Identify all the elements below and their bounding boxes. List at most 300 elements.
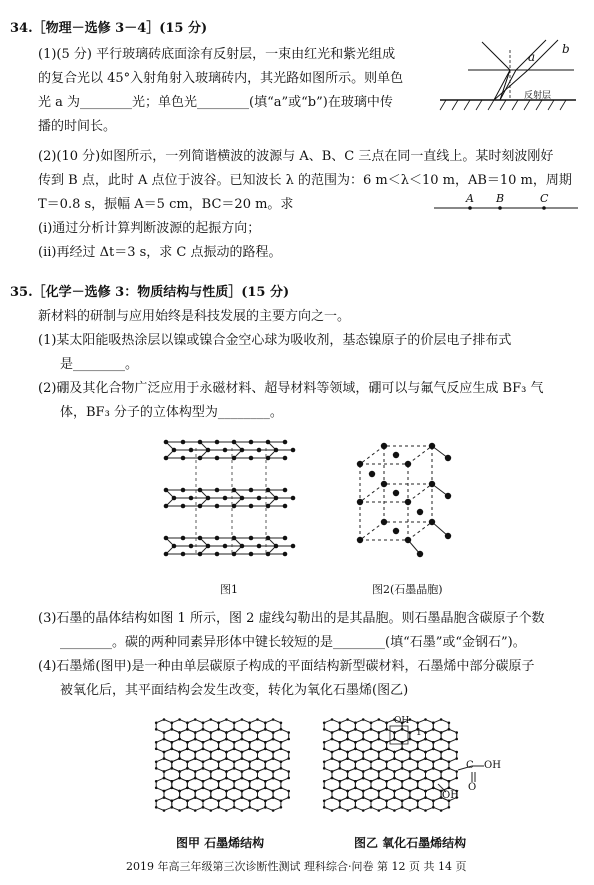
carbon-atom (264, 806, 267, 809)
carbon-atom (178, 770, 181, 773)
carbon-atom (362, 770, 365, 773)
carbon-atom (448, 787, 451, 790)
carbon-atom (393, 770, 396, 773)
light-label-b: b (562, 42, 570, 56)
carbon-atom (287, 777, 290, 780)
carbon-atom (378, 790, 381, 793)
carbon-atom (171, 806, 174, 809)
carbon-atom (455, 751, 458, 754)
carbon-atom (164, 552, 169, 557)
carbon-atom (429, 481, 435, 487)
cooh-oh-label: OH (484, 760, 501, 771)
carbon-atom (429, 443, 435, 449)
carbon-atom (385, 780, 388, 783)
carbon-atom (241, 809, 244, 812)
carbon-atom (287, 751, 290, 754)
figA-caption: 图甲 石墨烯结构 (176, 836, 265, 850)
carbon-atom (445, 493, 451, 499)
carbon-atom (202, 800, 205, 803)
carbon-atom (385, 767, 388, 770)
carbon-atom (264, 728, 267, 731)
carbon-atom (401, 761, 404, 764)
cooh-c-label: C (466, 760, 474, 771)
carbon-atom (432, 800, 435, 803)
carbon-atom (287, 790, 290, 793)
carbon-atom (189, 496, 194, 501)
hexagon-ring (219, 798, 235, 811)
carbon-atom (280, 761, 283, 764)
carbon-atom (164, 488, 169, 493)
carbon-atom (225, 796, 228, 799)
carbon-atom (264, 800, 267, 803)
carbon-atom (378, 809, 381, 812)
q35-p2-line2: 体，BF₃ 分子的立体构型为________。 (60, 405, 283, 420)
carbon-atom (217, 780, 220, 783)
carbon-atom (233, 722, 236, 725)
carbon-atom (202, 728, 205, 731)
carbon-atom (210, 751, 213, 754)
carbon-atom (393, 790, 396, 793)
cell-edge (408, 522, 432, 540)
carbon-atom (339, 767, 342, 770)
carbon-atom (331, 770, 334, 773)
carbon-atom (215, 504, 220, 509)
light-path-figure (438, 38, 578, 120)
carbon-atom (339, 806, 342, 809)
carbon-atom (280, 806, 283, 809)
carbon-atom (283, 504, 288, 509)
carbon-atom (198, 440, 203, 445)
carbon-atom (424, 777, 427, 780)
carbon-atom (172, 544, 177, 549)
carbon-atom (248, 767, 251, 770)
carbon-atom (448, 728, 451, 731)
carbon-atom (257, 496, 262, 501)
cooh-o-label: O (468, 782, 477, 793)
carbon-atom (405, 461, 411, 467)
hexagon-ring (250, 798, 266, 811)
carbon-atom (346, 809, 349, 812)
carbon-atom (354, 787, 357, 790)
carbon-atom (155, 800, 158, 803)
carbon-atom (217, 722, 220, 725)
carbon-atom (194, 796, 197, 799)
carbon-atom (323, 767, 326, 770)
carbon-atom (240, 448, 245, 453)
carbon-atom (362, 777, 365, 780)
carbon-atom (272, 731, 275, 734)
carbon-atom (210, 731, 213, 734)
q34-p2-line5: (ⅱ)再经过 Δt＝3 s，求 C 点振动的路程。 (38, 245, 282, 260)
abc-line-figure (432, 192, 580, 216)
carbon-atom (378, 738, 381, 741)
hexagon-ring (172, 798, 188, 811)
carbon-atom (346, 757, 349, 760)
carbon-atom (331, 731, 334, 734)
carbon-atom (225, 809, 228, 812)
carbon-atom (409, 738, 412, 741)
carbon-atom (354, 741, 357, 744)
carbon-atom (331, 757, 334, 760)
carbon-atom (440, 757, 443, 760)
carbon-atom (217, 748, 220, 751)
carbon-atom (202, 748, 205, 751)
q34-p1-line1: (1)(5 分) 平行玻璃砖底面涂有反射层，一束由红光和紫光组成 (38, 47, 396, 62)
carbon-atom (272, 777, 275, 780)
carbon-atom (409, 796, 412, 799)
carbon-atom (354, 722, 357, 725)
carbon-atom (455, 738, 458, 741)
carbon-atom (393, 777, 396, 780)
carbon-atom (249, 504, 254, 509)
carbon-atom (202, 787, 205, 790)
carbon-atom (155, 748, 158, 751)
carbon-atom (440, 718, 443, 721)
carbon-atom (233, 728, 236, 731)
carbon-atom (186, 728, 189, 731)
carbon-atom (378, 770, 381, 773)
carbon-atom (448, 722, 451, 725)
point-b-label: B (496, 192, 505, 205)
carbon-atom (362, 757, 365, 760)
carbon-atom (164, 440, 169, 445)
hexagon-ring (340, 798, 356, 811)
carbon-atom (186, 806, 189, 809)
carbon-atom (248, 761, 251, 764)
carbon-atom (401, 800, 404, 803)
carbon-atom (357, 537, 363, 543)
carbon-atom (178, 809, 181, 812)
carbon-atom (393, 809, 396, 812)
carbon-atom (378, 757, 381, 760)
carbon-atom (171, 728, 174, 731)
carbon-atom (248, 748, 251, 751)
carbon-atom (186, 780, 189, 783)
carbon-atom (362, 751, 365, 754)
carbon-atom (186, 800, 189, 803)
carbon-atom (409, 757, 412, 760)
carbon-atom (323, 748, 326, 751)
q35-p3-line2: ________。碳的两种同素异形体中键长较短的是________(填“石墨”或“金钢石”)。 (60, 635, 526, 650)
carbon-atom (178, 738, 181, 741)
q35-header: 35.［化学－选修 3：物质结构与性质］(15 分) (10, 285, 290, 300)
carbon-atom (409, 770, 412, 773)
carbon-atom (409, 790, 412, 793)
carbon-atom (248, 787, 251, 790)
carbon-atom (393, 490, 399, 496)
carbon-atom (385, 806, 388, 809)
carbon-atom (178, 796, 181, 799)
carbon-atom (448, 767, 451, 770)
carbon-atom (217, 806, 220, 809)
carbon-atom (257, 544, 262, 549)
carbon-atom (202, 761, 205, 764)
carbon-atom (186, 761, 189, 764)
carbon-atom (280, 728, 283, 731)
carbon-atom (401, 741, 404, 744)
oh-label-1: OH (394, 716, 410, 726)
carbon-atom (445, 533, 451, 539)
carbon-atom (163, 738, 166, 741)
carbon-atom (194, 718, 197, 721)
carbon-atom (264, 787, 267, 790)
carbon-atom (210, 718, 213, 721)
carbon-atom (194, 731, 197, 734)
carbon-atom (370, 748, 373, 751)
cell-edge (360, 522, 384, 540)
carbon-atom (249, 536, 254, 541)
carbon-atom (163, 731, 166, 734)
carbon-atom (354, 767, 357, 770)
carbon-atom (424, 770, 427, 773)
carbon-atom (416, 741, 419, 744)
carbon-atom (210, 790, 213, 793)
carbon-atom (378, 718, 381, 721)
carbon-atom (186, 767, 189, 770)
carbon-atom (346, 738, 349, 741)
carbon-atom (339, 780, 342, 783)
carbon-atom (217, 767, 220, 770)
carbon-atom (256, 777, 259, 780)
carbon-atom (323, 741, 326, 744)
carbon-atom (339, 761, 342, 764)
carbon-atom (264, 722, 267, 725)
carbon-atom (163, 770, 166, 773)
carbon-atom (357, 461, 363, 467)
carbon-atom (405, 499, 411, 505)
carbon-atom (393, 751, 396, 754)
carbon-atom (198, 536, 203, 541)
carbon-atom (280, 741, 283, 744)
carbon-atom (280, 767, 283, 770)
carbon-atom (225, 738, 228, 741)
carbon-atom (172, 496, 177, 501)
carbon-atom (385, 787, 388, 790)
carbon-atom (323, 800, 326, 803)
carbon-atom (225, 718, 228, 721)
carbon-atom (354, 728, 357, 731)
carbon-atom (163, 718, 166, 721)
carbon-atom (274, 544, 279, 549)
carbon-atom (241, 796, 244, 799)
carbon-atom (186, 722, 189, 725)
carbon-atom (455, 777, 458, 780)
carbon-atom (385, 741, 388, 744)
hexagon-ring (387, 798, 403, 811)
carbon-atom (378, 731, 381, 734)
carbon-atom (155, 787, 158, 790)
carbon-atom (163, 757, 166, 760)
carbon-atom (206, 544, 211, 549)
carbon-atom (393, 452, 399, 458)
carbon-atom (181, 456, 186, 461)
carbon-atom (385, 728, 388, 731)
carbon-atom (440, 751, 443, 754)
carbon-atom (164, 536, 169, 541)
fig2-caption: 图2(石墨晶胞) (372, 583, 443, 596)
carbon-atom (178, 790, 181, 793)
q34-p2-line1: (2)(10 分)如图所示，一列简谐横波的波源与 A、B、C 三点在同一直线上。某时刻波刚好 (38, 149, 554, 164)
carbon-atom (429, 519, 435, 525)
carbon-atom (378, 796, 381, 799)
carbon-atom (283, 488, 288, 493)
cell-edge (360, 446, 384, 464)
reflective-layer-label: 反射层 (524, 91, 552, 101)
q35-p3-line1: (3)石墨的晶体结构如图 1 所示，图 2 虚线勾勒出的是其晶胞。则石墨晶胞含碳原子个数 (38, 611, 545, 626)
carbon-atom (194, 757, 197, 760)
carbon-atom (385, 761, 388, 764)
carbon-atom (233, 787, 236, 790)
carbon-atom (424, 718, 427, 721)
carbon-atom (210, 757, 213, 760)
carbon-atom (432, 722, 435, 725)
carbon-atom (264, 748, 267, 751)
carbon-atom (248, 780, 251, 783)
carbon-atom (381, 443, 387, 449)
cell-edge (408, 446, 432, 464)
carbon-atom (223, 496, 228, 501)
carbon-atom (210, 777, 213, 780)
carbon-atom (283, 552, 288, 557)
carbon-atom (272, 796, 275, 799)
carbon-atom (225, 770, 228, 773)
carbon-atom (280, 787, 283, 790)
carbon-atom (416, 806, 419, 809)
hexagon-ring (418, 798, 434, 811)
carbon-atom (164, 504, 169, 509)
carbon-atom (233, 767, 236, 770)
carbon-atom (164, 456, 169, 461)
carbon-atom (198, 504, 203, 509)
carbon-atom (189, 544, 194, 549)
graphite-layers-figure (156, 432, 306, 577)
carbon-atom (241, 718, 244, 721)
light-label-a: a (528, 50, 536, 64)
carbon-atom (354, 761, 357, 764)
carbon-atom (264, 780, 267, 783)
q35-p1-line2: 是________。 (60, 357, 139, 372)
carbon-atom (287, 770, 290, 773)
carbon-atom (381, 481, 387, 487)
carbon-atom (440, 731, 443, 734)
carbon-atom (331, 796, 334, 799)
carbon-atom (215, 440, 220, 445)
carbon-atom (339, 741, 342, 744)
carbon-atom (362, 738, 365, 741)
carbon-atom (163, 790, 166, 793)
carbon-atom (178, 757, 181, 760)
carbon-atom (248, 741, 251, 744)
carbon-atom (405, 537, 411, 543)
page-footer: 2019 年高三年级第三次诊断性测试 理科综合·问卷 第 12 页 共 14 页 (126, 860, 467, 873)
carbon-atom (202, 780, 205, 783)
carbon-atom (448, 806, 451, 809)
carbon-atom (215, 536, 220, 541)
carbon-atom (241, 777, 244, 780)
carbon-atom (455, 731, 458, 734)
carbon-atom (448, 741, 451, 744)
carbon-atom (249, 552, 254, 557)
carbon-atom (241, 757, 244, 760)
oh-label-2: OH (442, 790, 459, 801)
carbon-atom (194, 777, 197, 780)
carbon-atom (264, 767, 267, 770)
carbon-atom (401, 787, 404, 790)
carbon-atom (249, 488, 254, 493)
carbon-atom (233, 780, 236, 783)
carbon-atom (155, 806, 158, 809)
carbon-atom (181, 440, 186, 445)
cell-edge (360, 484, 384, 502)
carbon-atom (206, 448, 211, 453)
carbon-atom (432, 728, 435, 731)
carbon-atom (256, 738, 259, 741)
carbon-atom (240, 496, 245, 501)
carbon-atom (354, 780, 357, 783)
hexagon-ring (402, 798, 418, 811)
carbon-atom (215, 552, 220, 557)
carbon-atom (401, 780, 404, 783)
carbon-atom (323, 761, 326, 764)
carbon-atom (346, 777, 349, 780)
cell-edge (408, 484, 432, 502)
carbon-atom (194, 770, 197, 773)
carbon-atom (256, 770, 259, 773)
carbon-atom (256, 731, 259, 734)
carbon-atom (241, 790, 244, 793)
carbon-atom (448, 780, 451, 783)
carbon-atom (339, 722, 342, 725)
carbon-atom (155, 780, 158, 783)
fig1-caption: 图1 (220, 583, 238, 596)
carbon-atom (280, 780, 283, 783)
carbon-atom (287, 738, 290, 741)
carbon-atom (155, 722, 158, 725)
carbon-atom (346, 731, 349, 734)
carbon-atom (354, 806, 357, 809)
carbon-atom (370, 780, 373, 783)
carbon-atom (354, 800, 357, 803)
carbon-atom (280, 748, 283, 751)
carbon-atom (346, 796, 349, 799)
carbon-atom (424, 757, 427, 760)
carbon-atom (440, 738, 443, 741)
carbon-atom (194, 738, 197, 741)
carbon-atom (432, 780, 435, 783)
graphene-oxide-figure (318, 712, 510, 816)
carbon-atom (186, 748, 189, 751)
carbon-atom (339, 728, 342, 731)
carbon-atom (354, 748, 357, 751)
carbon-atom (215, 456, 220, 461)
carbon-atom (198, 488, 203, 493)
carbon-atom (455, 757, 458, 760)
carbon-atom (248, 722, 251, 725)
figB-caption: 图乙 氧化石墨烯结构 (354, 836, 467, 850)
carbon-atom (256, 790, 259, 793)
carbon-atom (223, 448, 228, 453)
hexagon-ring (355, 798, 371, 811)
carbon-atom (202, 741, 205, 744)
hexagon-ring (203, 798, 219, 811)
carbon-atom (256, 751, 259, 754)
carbon-atom (272, 751, 275, 754)
carbon-atom (189, 448, 194, 453)
point-a-label: A (466, 192, 474, 205)
carbon-atom (248, 800, 251, 803)
carbon-atom (233, 806, 236, 809)
carbon-atom (432, 761, 435, 764)
